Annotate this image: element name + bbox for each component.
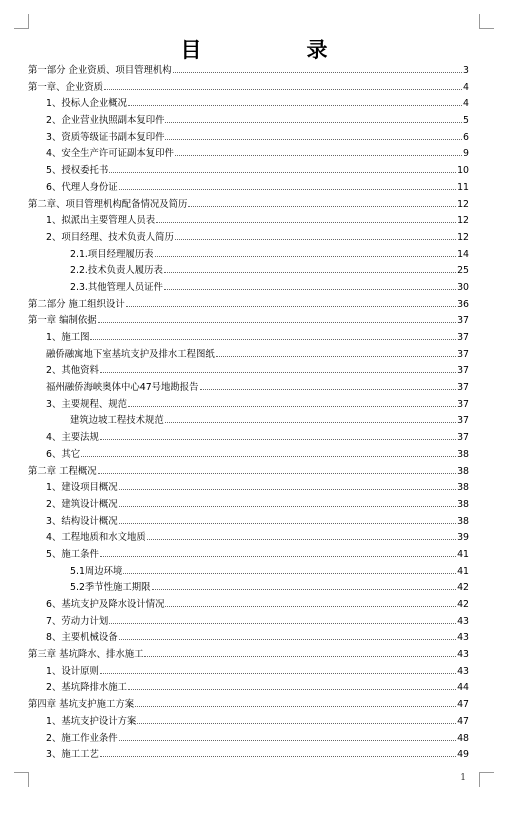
toc-leader-dots — [119, 638, 456, 640]
toc-entry[interactable] — [28, 263, 469, 280]
toc-entry-page: 25 — [457, 265, 469, 277]
toc-entry-text: 1、基坑支护设计方案 — [46, 715, 137, 727]
toc-leader-dots — [100, 672, 456, 674]
toc-leader-dots — [164, 288, 456, 290]
toc-entry-text: 第一部分 企业资质、项目管理机构 — [28, 65, 172, 76]
toc-entry-page: 10 — [457, 165, 469, 177]
toc-leader-dots — [98, 472, 456, 474]
toc-entry-page: 37 — [457, 315, 469, 327]
toc-entry-text: 第二部分 施工组织设计 — [28, 298, 125, 310]
toc-entry[interactable] — [28, 380, 469, 397]
toc-entry-page: 4 — [463, 81, 469, 93]
toc-entry-text: 7、劳动力计划 — [46, 615, 109, 627]
toc-leader-dots — [100, 755, 456, 757]
toc-entry-text: 5、施工条件 — [46, 548, 99, 560]
toc-entry[interactable] — [28, 614, 469, 631]
toc-leader-dots — [109, 171, 456, 173]
toc-entry[interactable] — [28, 413, 469, 430]
toc-entry-text: 3、资质等级证书副本复印件 — [46, 131, 165, 143]
toc-entry[interactable] — [28, 480, 469, 497]
toc-entry-text: 1、投标人企业概况 — [46, 98, 127, 110]
toc-entry-page: 38 — [457, 498, 469, 510]
toc-entry-page: 37 — [457, 398, 469, 410]
toc-entry[interactable] — [28, 180, 469, 197]
toc-entry[interactable] — [28, 580, 469, 597]
toc-entry-page: 37 — [457, 415, 469, 427]
toc-entry-page: 37 — [457, 332, 469, 343]
toc-entry-page: 39 — [457, 532, 469, 544]
toc-entry-page: 49 — [457, 749, 469, 761]
toc-entry[interactable] — [28, 464, 469, 481]
toc-entry-text: 第二章 工程概况 — [28, 465, 97, 477]
toc-entry-text: 4、主要法规 — [46, 432, 99, 444]
toc-entry-text: 5.2季节性施工期限 — [70, 582, 151, 594]
toc-leader-dots — [123, 572, 456, 574]
toc-entry-page: 30 — [457, 281, 469, 293]
toc-entry-text: 福州融侨海峡奥体中心47号地勘报告 — [46, 382, 199, 394]
toc-leader-dots — [188, 205, 456, 207]
toc-leader-dots — [128, 405, 456, 407]
toc-entry-page: 48 — [457, 732, 469, 744]
toc-leader-dots — [144, 655, 456, 657]
toc-leader-dots — [165, 138, 462, 140]
toc-leader-dots — [128, 688, 456, 690]
toc-entry[interactable] — [28, 731, 469, 748]
toc-entry-text: 1、施工图 — [46, 332, 90, 343]
toc-entry[interactable] — [28, 664, 469, 681]
toc-entry[interactable] — [28, 397, 469, 414]
toc-entry[interactable] — [28, 80, 469, 97]
toc-leader-dots — [156, 221, 456, 223]
toc-entry-page: 3 — [463, 65, 469, 76]
toc-entry-text: 1、建设项目概况 — [46, 482, 118, 494]
toc-entry-page: 47 — [457, 699, 469, 711]
toc-entry-page: 36 — [457, 298, 469, 310]
toc-entry[interactable] — [28, 714, 469, 731]
toc-entry[interactable] — [28, 547, 469, 564]
toc-entry-text: 第四章 基坑支护施工方案 — [28, 699, 135, 711]
toc-entry[interactable] — [28, 197, 469, 214]
toc-entry-page: 43 — [457, 632, 469, 644]
toc-entry-text: 2、其他资料 — [46, 365, 99, 377]
toc-leader-dots — [152, 588, 457, 590]
toc-entry-text: 2.1.项目经理履历表 — [70, 248, 154, 260]
toc-entry[interactable] — [28, 347, 469, 364]
toc-entry-page: 37 — [457, 348, 469, 360]
toc-entry-page: 38 — [457, 448, 469, 460]
toc-entry-text: 5.1周边环境 — [70, 565, 123, 577]
toc-entry-text: 8、主要机械设备 — [46, 632, 118, 644]
toc-entry[interactable] — [28, 680, 469, 697]
toc-entry[interactable] — [28, 247, 469, 264]
toc-entry-text: 1、拟派出主要管理人员表 — [46, 215, 156, 227]
toc-entry-text: 2、基坑降排水施工 — [46, 682, 127, 694]
toc-entry-page: 43 — [457, 615, 469, 627]
toc-entry[interactable] — [28, 113, 469, 130]
toc-entry[interactable] — [28, 297, 469, 314]
toc-entry[interactable] — [28, 146, 469, 163]
toc-entry-text: 2、施工作业条件 — [46, 732, 118, 744]
toc-entry[interactable] — [28, 163, 469, 180]
toc-entry-page: 43 — [457, 665, 469, 677]
toc-leader-dots — [155, 255, 457, 257]
toc-entry-page: 43 — [457, 649, 469, 661]
toc-leader-dots — [119, 488, 456, 490]
toc-leader-dots — [128, 104, 462, 106]
toc-entry-page: 12 — [457, 215, 469, 227]
toc-entry-text: 第三章 基坑降水、排水施工 — [28, 649, 144, 661]
toc-entry-text: 融侨融寓地下室基坑支护及排水工程图纸 — [46, 348, 215, 360]
toc-entry-text: 6、基坑支护及降水设计情况 — [46, 599, 165, 610]
toc-entry-page: 38 — [457, 465, 469, 477]
toc-leader-dots — [165, 605, 456, 607]
toc-entry-text: 6、代理人身份证 — [46, 181, 118, 193]
toc-leader-dots — [175, 238, 456, 240]
toc-entry-page: 42 — [457, 599, 469, 610]
toc-entry-text: 2.2.技术负责人履历表 — [70, 265, 163, 277]
table-of-contents — [28, 63, 469, 764]
page-number: 1 — [460, 773, 466, 783]
toc-leader-dots — [165, 421, 456, 423]
toc-entry-page: 12 — [457, 231, 469, 243]
toc-leader-dots — [119, 522, 456, 524]
toc-entry-text: 3、结构设计概况 — [46, 515, 118, 527]
toc-entry[interactable] — [28, 497, 469, 514]
toc-entry[interactable] — [28, 280, 469, 297]
toc-entry-page: 47 — [457, 715, 469, 727]
toc-entry-text: 5、授权委托书 — [46, 165, 109, 177]
toc-leader-dots — [173, 71, 462, 73]
toc-entry[interactable] — [28, 330, 469, 347]
toc-entry[interactable] — [28, 63, 469, 80]
toc-entry[interactable] — [28, 530, 469, 547]
toc-leader-dots — [175, 154, 462, 156]
toc-entry-page: 37 — [457, 365, 469, 377]
toc-leader-dots — [137, 722, 456, 724]
toc-entry-page: 5 — [463, 115, 469, 127]
toc-entry[interactable] — [28, 96, 469, 113]
toc-entry-page: 14 — [457, 248, 469, 260]
toc-entry[interactable] — [28, 697, 469, 714]
toc-leader-dots — [81, 455, 456, 457]
toc-entry[interactable] — [28, 630, 469, 647]
toc-entry-page: 42 — [457, 582, 469, 594]
toc-entry[interactable] — [28, 313, 469, 330]
toc-entry-text: 2、项目经理、技术负责人简历 — [46, 231, 174, 243]
toc-entry[interactable] — [28, 130, 469, 147]
toc-entry-text: 第一章 编制依据 — [28, 315, 97, 327]
toc-entry-page: 44 — [457, 682, 469, 694]
toc-leader-dots — [119, 188, 456, 190]
toc-entry-page: 9 — [463, 148, 469, 160]
toc-entry-page: 12 — [457, 198, 469, 210]
toc-entry-text: 1、设计原则 — [46, 665, 99, 677]
toc-entry-page: 38 — [457, 482, 469, 494]
toc-leader-dots — [119, 739, 456, 741]
toc-leader-dots — [100, 438, 456, 440]
toc-entry-page: 37 — [457, 432, 469, 444]
toc-entry-page: 38 — [457, 515, 469, 527]
toc-entry-page: 41 — [457, 548, 469, 560]
toc-entry-text: 2、建筑设计概况 — [46, 498, 118, 510]
toc-leader-dots — [216, 355, 456, 357]
toc-leader-dots — [147, 538, 456, 540]
toc-leader-dots — [126, 305, 456, 307]
toc-entry[interactable] — [28, 430, 469, 447]
toc-leader-dots — [200, 388, 457, 390]
toc-entry[interactable] — [28, 213, 469, 230]
toc-leader-dots — [119, 505, 456, 507]
toc-entry-text: 3、主要规程、规范 — [46, 398, 127, 410]
toc-entry-page: 11 — [457, 181, 469, 193]
toc-entry-text: 2、企业营业执照副本复印件 — [46, 115, 165, 127]
toc-entry[interactable] — [28, 447, 469, 464]
toc-leader-dots — [90, 338, 456, 340]
toc-entry-text: 4、工程地质和水文地质 — [46, 532, 146, 544]
toc-leader-dots — [100, 555, 456, 557]
toc-entry-text: 建筑边坡工程技术规范 — [70, 415, 164, 427]
toc-entry-text: 2.3.其他管理人员证件 — [70, 281, 163, 293]
toc-entry-text: 第二章、项目管理机构配备情况及简历 — [28, 198, 188, 210]
toc-entry[interactable] — [28, 597, 469, 614]
toc-entry[interactable] — [28, 647, 469, 664]
toc-leader-dots — [164, 271, 456, 273]
toc-entry[interactable] — [28, 514, 469, 531]
toc-leader-dots — [109, 622, 456, 624]
toc-entry-text: 第一章、企业资质 — [28, 81, 104, 93]
toc-entry-text: 6、其它 — [46, 448, 81, 460]
toc-entry[interactable] — [28, 564, 469, 581]
toc-leader-dots — [100, 371, 456, 373]
crop-mark-bottom-left — [14, 772, 29, 787]
toc-leader-dots — [104, 88, 462, 90]
toc-title: 目 录 — [180, 38, 370, 62]
toc-entry-text: 3、施工工艺 — [46, 749, 99, 761]
toc-entry[interactable] — [28, 363, 469, 380]
toc-leader-dots — [135, 705, 456, 707]
toc-entry-page: 41 — [457, 565, 469, 577]
toc-entry-text: 4、安全生产许可证副本复印件 — [46, 148, 174, 160]
toc-entry-page: 4 — [463, 98, 469, 110]
toc-leader-dots — [98, 321, 456, 323]
toc-entry-page: 37 — [457, 382, 469, 394]
crop-mark-top-right — [479, 14, 494, 29]
crop-mark-bottom-right — [479, 772, 494, 787]
crop-mark-top-left — [14, 14, 29, 29]
toc-leader-dots — [165, 121, 462, 123]
toc-entry[interactable] — [28, 230, 469, 247]
toc-entry[interactable] — [28, 747, 469, 764]
toc-entry-page: 6 — [463, 131, 469, 143]
